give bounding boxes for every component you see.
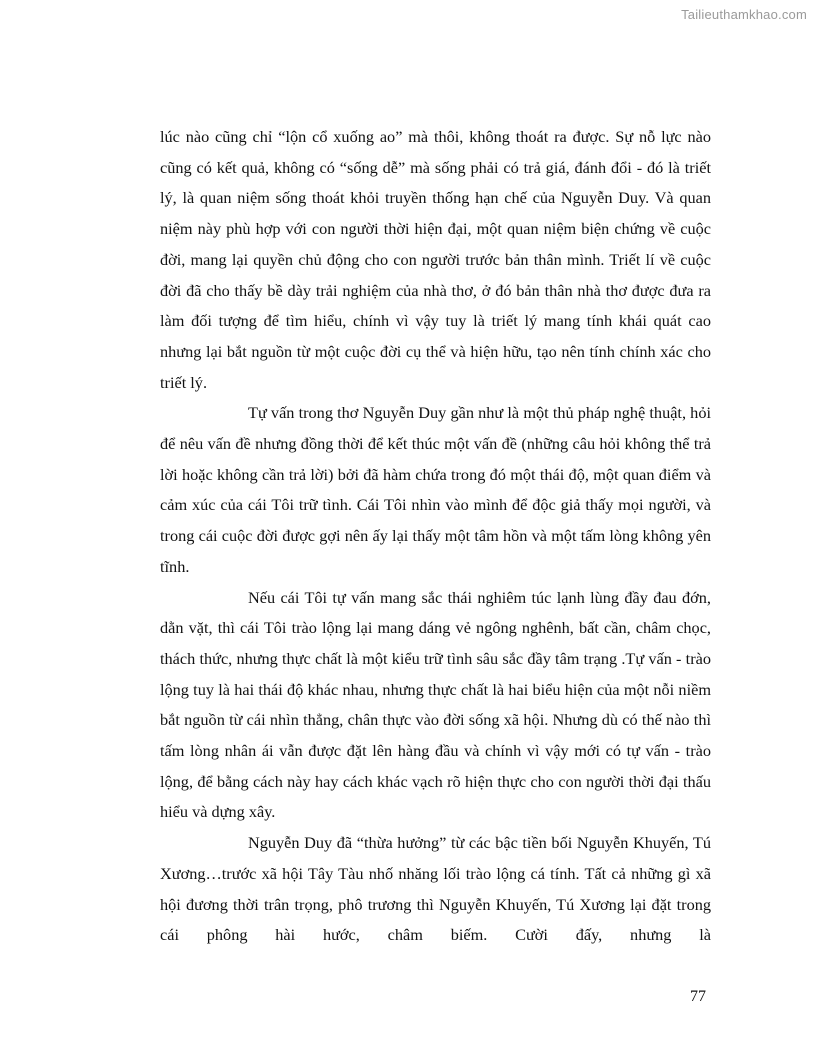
paragraph-2: Tự vấn trong thơ Nguyễn Duy gần như là một thủ pháp nghệ thuật, hỏi để nêu vấn đề nhưng đồng thời để kết thúc một vấn đề (những câu hỏi không thể trả lời hoặc không cần trả lời) bởi đã hàm chứa trong đó một thái độ, một quan điểm và cảm xúc của cái Tôi trữ tình. Cái Tôi nhìn vào mình để độc giả thấy mọi người, và trong cái cuộc đời được gợi nên ấy lại thấy một tâm hồn và một tấm lòng không yên tĩnh. [160,403,711,576]
page-number: 77 [690,988,706,1005]
watermark-text: Tailieuthamkhao.com [681,7,807,22]
paragraph-4: Nguyễn Duy đã “thừa hưởng” từ các bậc tiền bối Nguyễn Khuyến, Tú Xương…trước xã hội Tây Tàu nhố nhăng lối trào lộng cá tính. Tất cả những gì xã hội đương thời trân trọng, phô trương thì Nguyễn Khuyến, Tú Xương lại đặt trong cái phông hài hước, châm biếm. Cười đấy, nhưng là [160,833,711,945]
paragraph-3: Nếu cái Tôi tự vấn mang sắc thái nghiêm túc lạnh lùng đầy đau đớn, dằn vặt, thì cái Tôi trào lộng lại mang dáng vẻ ngông nghênh, bất cần, châm chọc, thách thức, nhưng thực chất là một kiểu trữ tình sâu sắc đầy tâm trạng .Tự vấn - trào lộng tuy là hai thái độ khác nhau, nhưng thực chất là hai biểu hiện của một nỗi niềm bắt nguồn từ cái nhìn thẳng, chân thực vào đời sống xã hội. Nhưng dù có thế nào thì tấm lòng nhân ái vẫn được đặt lên hàng đầu và chính vì vậy mới có tự vấn - trào lộng, để bằng cách này hay cách khác vạch rõ hiện thực cho con người thời đại thấu hiểu và dựng xây. [160,587,711,822]
paragraph-1: lúc nào cũng chỉ “lộn cổ xuống ao” mà thôi, không thoát ra được. Sự nỗ lực nào cũng có kết quả, không có “sống dễ” mà sống phải có trả giá, đánh đổi - đó là triết lý, là quan niệm sống thoát khỏi truyền thống hạn chế của Nguyễn Duy. Và quan niệm này phù hợp với con người thời hiện đại, một quan niệm biện chứng về cuộc đời, mang lại quyền chủ động cho con người trước bản thân mình. Triết lí về cuộc đời đã cho thấy bề dày trải nghiệm của nhà thơ, ở đó bản thân nhà thơ được đưa ra làm đối tượng để tìm hiểu, chính vì vậy tuy là triết lý mang tính khái quát cao nhưng lại bắt nguồn từ một cuộc đời cụ thể và hiện hữu, tạo nên tính chính xác cho triết lý. [160,127,711,392]
page-body [160,122,711,951]
